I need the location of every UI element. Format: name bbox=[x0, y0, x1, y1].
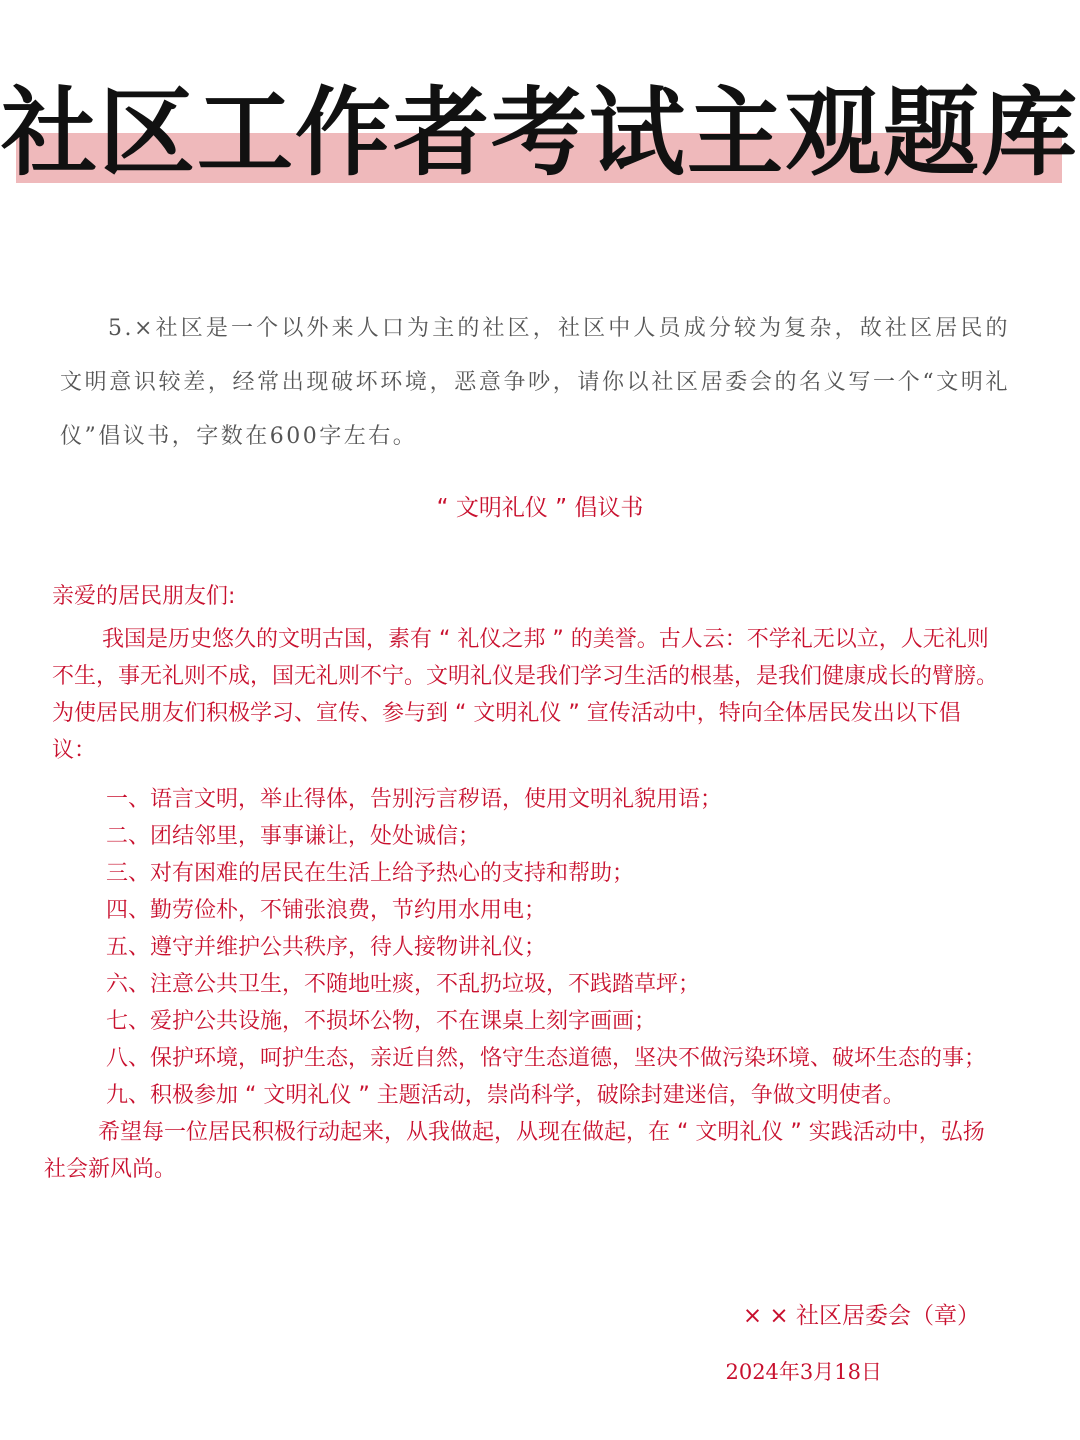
proposal-body bbox=[44, 578, 1004, 1188]
closing-paragraph: 希望每一位居民积极行动起来，从我做起，从现在做起，在 “ 文明礼仪 ” 实践活动中，弘扬社会新风尚。 bbox=[44, 1120, 985, 1182]
date: 2024年3月18日 bbox=[725, 1360, 882, 1384]
proposal-items bbox=[52, 781, 1004, 1077]
list-item: 一、语言文明，举止得体，告别污言秽语，使用文明礼貌用语； bbox=[106, 787, 723, 812]
proposal-title: “ 文明礼仪 ” 倡议书 bbox=[436, 495, 644, 521]
intro-paragraph: 我国是历史悠久的文明古国，素有 “ 礼仪之邦 ” 的美誉。古人云：不学礼无以立，人无礼则不生，事无礼则不成，国无礼则不宁。文明礼仪是我们学习生活的根基，是我们健康成长的臂膀。为使居民朋友们积极学习、宣传、参与到 “ 文明礼仪 ” 宣传活动中，特向全体居民发出以下倡议： bbox=[52, 627, 999, 763]
salutation: 亲爱的居民朋友们: bbox=[52, 584, 236, 609]
list-item: 九、积极参加 “ 文明礼仪 ” 主题活动，崇尚科学，破除封建迷信，争做文明使者。 bbox=[106, 1083, 905, 1108]
signature: × × 社区居委会（章） bbox=[742, 1303, 980, 1329]
list-item: 六、注意公共卫生，不随地吐痰，不乱扔垃圾，不践踏草坪； bbox=[106, 972, 701, 997]
question-text: 5.×社区是一个以外来人口为主的社区，社区中人员成分较为复杂，故社区居民的文明意识较差，经常出现破坏环境，恶意争吵，请你以社区居委会的名义写一个“文明礼仪”倡议书，字数在600字左右。 bbox=[60, 316, 1010, 449]
page-title: 社区工作者考试主观题库 bbox=[1, 77, 1079, 189]
list-item: 三、对有困难的居民在生活上给予热心的支持和帮助； bbox=[106, 861, 635, 886]
list-item: 四、勤劳俭朴，不铺张浪费，节约用水用电； bbox=[106, 898, 547, 923]
list-item: 二、团结邻里，事事谦让，处处诚信； bbox=[106, 824, 481, 849]
list-item: 八、保护环境，呵护生态，亲近自然，恪守生态道德，坚决不做污染环境、破坏生态的事； bbox=[106, 1046, 987, 1071]
list-item: 七、爱护公共设施，不损坏公物，不在课桌上刻字画画； bbox=[106, 1009, 657, 1034]
list-item: 五、遵守并维护公共秩序，待人接物讲礼仪； bbox=[106, 935, 547, 960]
question-block bbox=[60, 302, 1010, 464]
